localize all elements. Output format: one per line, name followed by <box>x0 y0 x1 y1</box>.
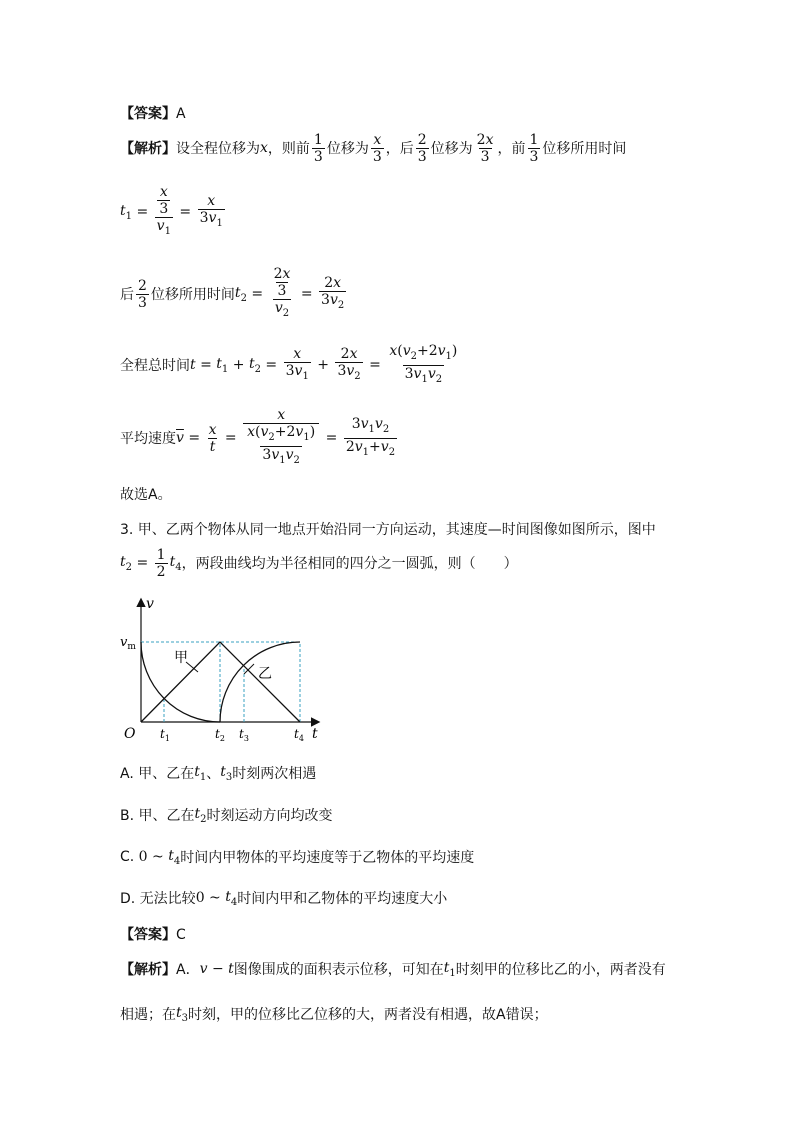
fraction-one-third: $\frac{1}{3}$ <box>313 131 323 165</box>
yi-label: 乙 <box>258 666 272 682</box>
option-b-text: B. 甲、乙在 <box>120 808 195 824</box>
math-x: x <box>260 140 268 156</box>
formula-average-velocity: 平均速度 $\overline{v}$ = $\frac{x}{t}$ = $\frac{x}{\frac{x(v_2+2v_1)}{3v_1v_2}}$ = $\frac{3v_1v_2}{2v_1+v_2}$ <box>120 405 399 471</box>
option-a-text: A. 甲、乙在 <box>120 766 195 782</box>
y-axis-label: v <box>146 596 154 612</box>
analysis-text: 位移为 <box>326 141 369 157</box>
analysis-text: 位移所用时间 <box>150 287 235 303</box>
analysis-label: 【解析】 <box>120 141 176 157</box>
answer-value: C <box>176 927 186 943</box>
fraction-2x-over-3: $\frac{2x}{3}$ <box>476 131 494 165</box>
option-c-text: 时间内甲物体的平均速度等于乙物体的平均速度 <box>180 850 475 866</box>
jia-label: 甲 <box>174 650 188 666</box>
option-d: D. 无法比较 0 ~ $t_4$ 时间内甲和乙物体的平均速度大小 <box>120 888 448 908</box>
analysis-3-line-1: 【解析】 A． v − t 图像围成的面积表示位移，可知在 $t_1$ 时刻甲的位移比乙的小，两者没有 <box>120 959 666 979</box>
answer-label: 【答案】 <box>120 927 176 943</box>
analysis-text: 时刻甲的位移比乙的小，两者没有 <box>455 962 666 978</box>
option-a-text: 时刻两次相遇 <box>232 766 317 782</box>
tick-t1: $t_1$ <box>160 727 170 742</box>
analysis-text: 设全程位移为 <box>176 141 260 157</box>
option-d-text: 时间内甲和乙物体的平均速度大小 <box>237 891 448 907</box>
answer-label: 【答案】 <box>120 106 176 122</box>
question-text: ，两段曲线均为半径相同的四分之一圆弧，则（ ） <box>181 556 518 572</box>
tick-t4: $t_4$ <box>294 727 304 742</box>
analysis-intro-line <box>120 130 626 166</box>
option-c: C. 0 ~ $t_4$ 时间内甲物体的平均速度等于乙物体的平均速度 <box>120 847 475 867</box>
analysis-text: 位移所用时间 <box>542 141 627 157</box>
formula-total-time: 全程总时间 t = $t_1$ + $t_2$ = $\frac{x}{3v_1}$ + $\frac{2x}{3v_2}$ = $\frac{x(v_2+2v_1)}{3v_1v_2}$ <box>120 345 461 385</box>
formula-t2: 后 $\frac{2}{3}$ 位移所用时间 $t_2$ = $\frac{\frac{2x}{3}}{v_2}$ = $\frac{2x}{3v_2}$ <box>120 264 348 324</box>
tick-t3: $t_3$ <box>239 727 249 742</box>
analysis-text: 时刻，甲的位移比乙位移的大，两者没有相遇，故A错误； <box>188 1007 548 1023</box>
option-c-text: C. <box>120 849 135 865</box>
analysis-label: 【解析】 <box>120 962 176 978</box>
analysis-text: 位移为 <box>430 141 473 157</box>
option-b: B. 甲、乙在 $t_2$ 时刻运动方向均改变 <box>120 805 333 825</box>
tick-t2: $t_2$ <box>215 727 225 742</box>
option-a-text: 、 <box>206 766 221 782</box>
analysis-text: ，后 <box>385 141 414 157</box>
question-3-stem: 3. 甲、乙两个物体从同一地点开始沿同一方向运动，其速度—时间图像如图所示，图中 <box>120 522 656 538</box>
option-a: A. 甲、乙在 $t_1$ 、 $t_3$ 时刻两次相遇 <box>120 763 317 783</box>
analysis-text: 平均速度 <box>120 431 176 447</box>
analysis-text: 后 <box>120 287 134 303</box>
analysis-3-line-2: 相遇；在 $t_3$ 时刻，甲的位移比乙位移的大，两者没有相遇，故A错误； <box>120 1004 548 1024</box>
analysis-text: 全程总时间 <box>120 358 190 374</box>
analysis-text: 图像围成的面积表示位移，可知在 <box>233 962 444 978</box>
analysis-text: ，前 <box>497 141 526 157</box>
fraction-one-third: $\frac{1}{3}$ <box>529 131 539 165</box>
fraction-x-over-3: $\frac{x}{3}$ <box>372 131 382 165</box>
x-axis-label: t <box>312 726 318 742</box>
fraction-two-thirds: $\frac{2}{3}$ <box>417 131 427 165</box>
answer-line-3 <box>120 924 186 944</box>
question-3-stem-line2: $t_2$ = $\frac{1}{2}$ $t_4$ ，两段曲线均为半径相同的四分之一圆弧，则（ ） <box>120 546 518 580</box>
formula-t1: $t_1$ = $\frac{\frac{x}{3}}{v_1}$ = $\frac{x}{3v_1}$ <box>120 182 227 242</box>
analysis-text: 相遇；在 <box>120 1007 176 1023</box>
analysis-text: A． <box>176 962 200 978</box>
option-d-text: D. 无法比较 <box>120 891 196 907</box>
velocity-time-graph <box>118 592 338 742</box>
vm-label: $v_m$ <box>120 635 136 652</box>
answer-value: A <box>176 106 186 122</box>
option-b-text: 时刻运动方向均改变 <box>206 808 333 824</box>
analysis-text: ，则前 <box>267 141 310 157</box>
origin-label: O <box>124 726 136 742</box>
answer-line-1 <box>120 103 186 123</box>
conclusion-text: 故选A。 <box>120 487 172 503</box>
